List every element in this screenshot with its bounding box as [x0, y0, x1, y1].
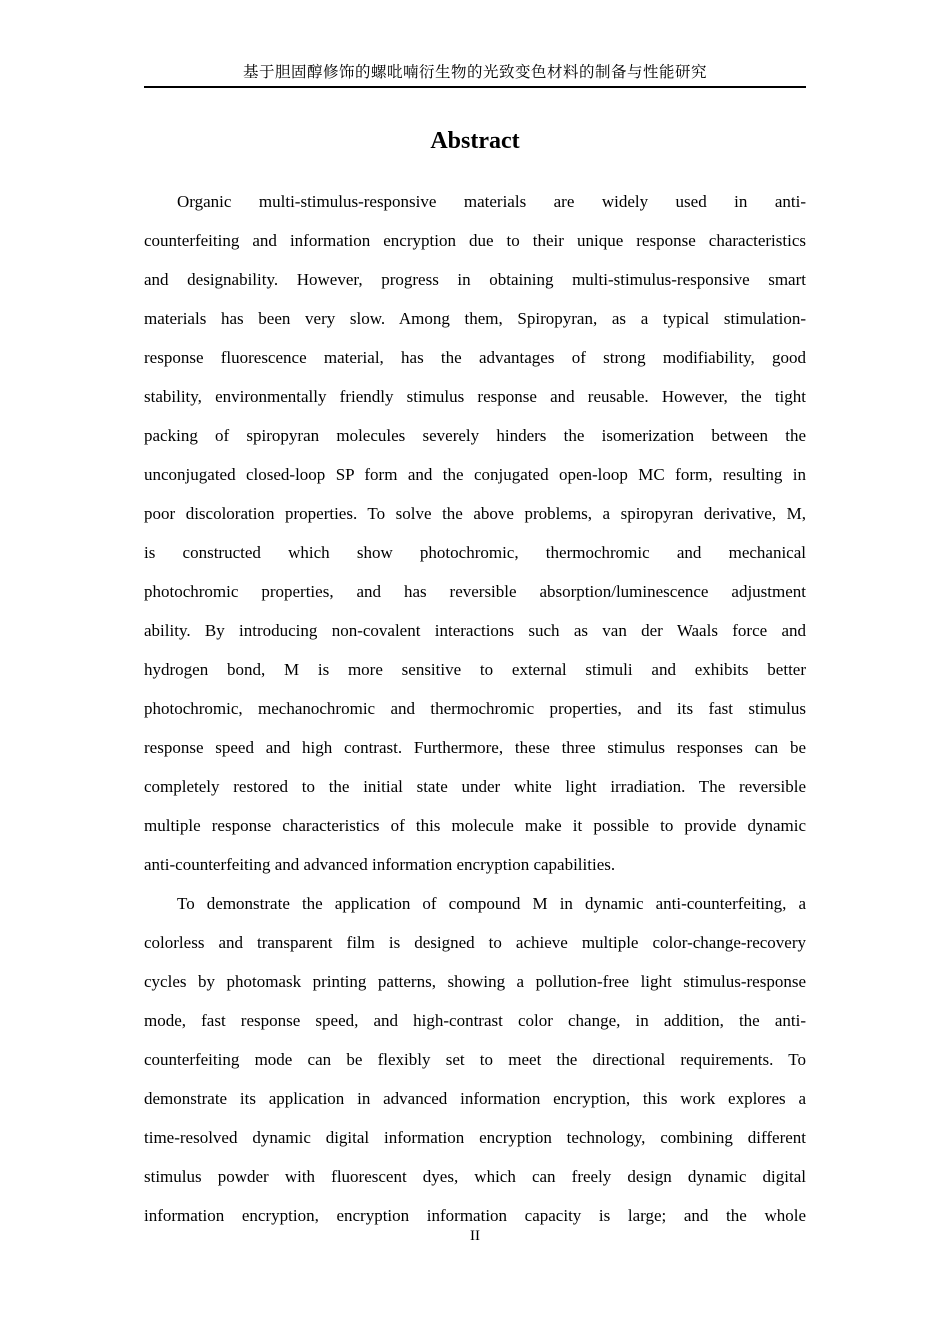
paragraph-line: information encryption, encryption information capacity is large; and the whole [144, 1206, 806, 1225]
paragraph-line: is constructed which show photochromic, thermochromic and mechanical [144, 543, 806, 562]
paragraph-line: completely restored to the initial state under white light irradiation. The reversible [144, 777, 806, 796]
paragraph-line: packing of spiropyran molecules severely hinders the isomerization between the [144, 426, 806, 445]
paragraph-line: demonstrate its application in advanced information encryption, this work explores a [144, 1089, 806, 1108]
paragraph-line: colorless and transparent film is designed to achieve multiple color-change-recovery [144, 933, 806, 952]
paragraph-line: hydrogen bond, M is more sensitive to external stimuli and exhibits better [144, 660, 806, 679]
abstract-title: Abstract [430, 128, 520, 154]
paragraph-line: stability, environmentally friendly stimulus response and reusable. However, the tight [144, 387, 806, 406]
paragraph-line: multiple response characteristics of this molecule make it possible to provide dynamic [144, 816, 806, 835]
thesis-title-cn: 基于胆固醇修饰的螺吡喃衍生物的光致变色材料的制备与性能研究 [242, 64, 707, 81]
paragraph-line: counterfeiting mode can be flexibly set to meet the directional requirements. To [144, 1050, 806, 1069]
paragraph-line: stimulus powder with fluorescent dyes, which can freely design dynamic digital [144, 1167, 806, 1186]
paragraph-line: response speed and high contrast. Furthermore, these three stimulus responses can be [144, 738, 806, 757]
paragraph-line: To demonstrate the application of compound M in dynamic anti-counterfeiting, a [177, 894, 806, 913]
page-number: II [470, 1228, 480, 1244]
paragraph-line: materials has been very slow. Among them, Spiropyran, as a typical stimulation- [144, 309, 806, 328]
running-header [144, 63, 806, 88]
abstract-paragraph [144, 884, 806, 1235]
paragraph-line: mode, fast response speed, and high-contrast color change, in addition, the anti- [144, 1011, 806, 1030]
paragraph-line: unconjugated closed-loop SP form and the conjugated open-loop MC form, resulting in [144, 465, 806, 484]
paragraph-line: and designability. However, progress in obtaining multi-stimulus-responsive smart [144, 270, 806, 289]
paragraph-line: counterfeiting and information encryption due to their unique response characteristics [144, 231, 806, 250]
paragraph-line: Organic multi-stimulus-responsive materials are widely used in anti- [177, 192, 806, 211]
abstract-body [144, 182, 806, 1235]
paragraph-line: photochromic, mechanochromic and thermochromic properties, and its fast stimulus [144, 699, 806, 718]
paragraph-line: photochromic properties, and has reversible absorption/luminescence adjustment [144, 582, 806, 601]
paragraph-line: ability. By introducing non-covalent interactions such as van der Waals force and [144, 621, 806, 640]
paragraph-line: cycles by photomask printing patterns, showing a pollution-free light stimulus-response [144, 972, 806, 991]
paragraph-line: time-resolved dynamic digital information encryption technology, combining different [144, 1128, 806, 1147]
paragraph-line: anti-counterfeiting and advanced information encryption capabilities. [144, 855, 616, 874]
paragraph-line: poor discoloration properties. To solve the above problems, a spiropyran derivative, M, [144, 504, 806, 523]
paragraph-line: response fluorescence material, has the advantages of strong modifiability, good [144, 348, 806, 367]
abstract-paragraph [144, 182, 806, 884]
